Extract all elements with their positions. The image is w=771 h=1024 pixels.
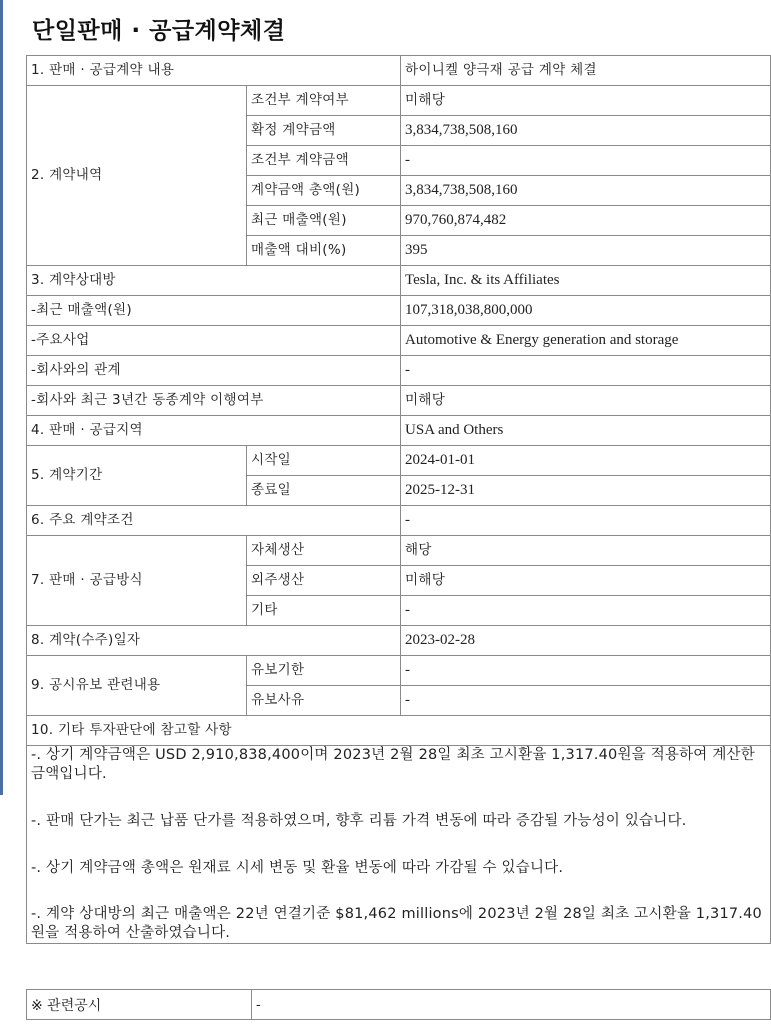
related-disclosure-table xyxy=(26,989,771,1020)
row-label: -회사와 최근 3년간 동종계약 이행여부 xyxy=(27,386,401,416)
note-paragraph: -. 상기 계약금액 총액은 원재료 시세 변동 및 환율 변동에 따라 가감될 수 있습니다. xyxy=(31,859,564,876)
row-value: 미해당 xyxy=(401,386,771,416)
sub-label: 종료일 xyxy=(247,476,401,506)
sub-label: 확정 계약금액 xyxy=(247,116,401,146)
related-disclosure-label: ※ 관련공시 xyxy=(27,990,252,1020)
table-row xyxy=(27,506,771,536)
sub-label: 유보기한 xyxy=(247,656,401,686)
row-label: 1. 판매 · 공급계약 내용 xyxy=(27,56,401,86)
row-value: - xyxy=(401,146,771,176)
note-paragraph: -. 상기 계약금액은 USD 2,910,838,400이며 2023년 2월 28일 최초 고시환율 1,317.40원을 적용하여 계산한 금액입니다. xyxy=(31,747,755,782)
row-label: -회사와의 관계 xyxy=(27,356,401,386)
row-label: 3. 계약상대방 xyxy=(27,266,401,296)
sub-label: 기타 xyxy=(247,596,401,626)
row-value: Tesla, Inc. & its Affiliates xyxy=(401,266,771,296)
row-value: 2023-02-28 xyxy=(401,626,771,656)
row-label: 5. 계약기간 xyxy=(27,446,247,506)
table-row xyxy=(27,746,771,944)
row-value: 970,760,874,482 xyxy=(401,206,771,236)
sub-label: 외주생산 xyxy=(247,566,401,596)
row-value: 3,834,738,508,160 xyxy=(401,116,771,146)
notes-cell xyxy=(27,746,771,944)
table-row xyxy=(27,656,771,686)
row-label: 2. 계약내역 xyxy=(27,86,247,266)
row-value: 107,318,038,800,000 xyxy=(401,296,771,326)
row-label: -최근 매출액(원) xyxy=(27,296,401,326)
table-row xyxy=(27,536,771,566)
sub-label: 조건부 계약금액 xyxy=(247,146,401,176)
row-value: Automotive & Energy generation and storage xyxy=(401,326,771,356)
row-label: 8. 계약(수주)일자 xyxy=(27,626,401,656)
left-accent-line xyxy=(0,0,3,795)
row-value: 하이니켈 양극재 공급 계약 체결 xyxy=(401,56,771,86)
table-row xyxy=(27,56,771,86)
row-value: - xyxy=(401,596,771,626)
sub-label: 유보사유 xyxy=(247,686,401,716)
table-row xyxy=(27,386,771,416)
table-row xyxy=(27,86,771,116)
related-disclosure-value: - xyxy=(252,990,771,1020)
row-value: USA and Others xyxy=(401,416,771,446)
table-row xyxy=(27,266,771,296)
table-row xyxy=(27,296,771,326)
sub-label: 계약금액 총액(원) xyxy=(247,176,401,206)
note-paragraph: -. 계약 상대방의 최근 매출액은 22년 연결기준 $81,462 millions에 2023년 2월 28일 최초 고시환율 1,317.40원을 적용하여 산출하였습니다. xyxy=(31,906,762,942)
row-value: - xyxy=(401,656,771,686)
table-row xyxy=(27,326,771,356)
row-value: 미해당 xyxy=(401,566,771,596)
sub-label: 자체생산 xyxy=(247,536,401,566)
row-label: 9. 공시유보 관련내용 xyxy=(27,656,247,716)
sub-label: 매출액 대비(%) xyxy=(247,236,401,266)
row-label: 6. 주요 계약조건 xyxy=(27,506,401,536)
table-row xyxy=(27,990,771,1020)
row-value: - xyxy=(401,356,771,386)
table-row xyxy=(27,356,771,386)
row-label: 4. 판매 · 공급지역 xyxy=(27,416,401,446)
row-label: -주요사업 xyxy=(27,326,401,356)
row-value: 2024-01-01 xyxy=(401,446,771,476)
row-value: 3,834,738,508,160 xyxy=(401,176,771,206)
page-title: 단일판매 · 공급계약체결 xyxy=(32,18,286,44)
table-row xyxy=(27,416,771,446)
table-row xyxy=(27,446,771,476)
sub-label: 조건부 계약여부 xyxy=(247,86,401,116)
disclosure-table xyxy=(26,55,771,944)
sub-label: 시작일 xyxy=(247,446,401,476)
row-label: 10. 기타 투자판단에 참고할 사항 xyxy=(27,716,771,746)
row-label: 7. 판매 · 공급방식 xyxy=(27,536,247,626)
table-row xyxy=(27,716,771,746)
row-value: 2025-12-31 xyxy=(401,476,771,506)
row-value: 해당 xyxy=(401,536,771,566)
note-paragraph: -. 판매 단가는 최근 납품 단가를 적용하였으며, 향후 리튬 가격 변동에 따라 증감될 가능성이 있습니다. xyxy=(31,812,687,829)
row-value: 미해당 xyxy=(401,86,771,116)
row-value: 395 xyxy=(401,236,771,266)
row-value: - xyxy=(401,686,771,716)
row-value: - xyxy=(401,506,771,536)
table-row xyxy=(27,626,771,656)
sub-label: 최근 매출액(원) xyxy=(247,206,401,236)
